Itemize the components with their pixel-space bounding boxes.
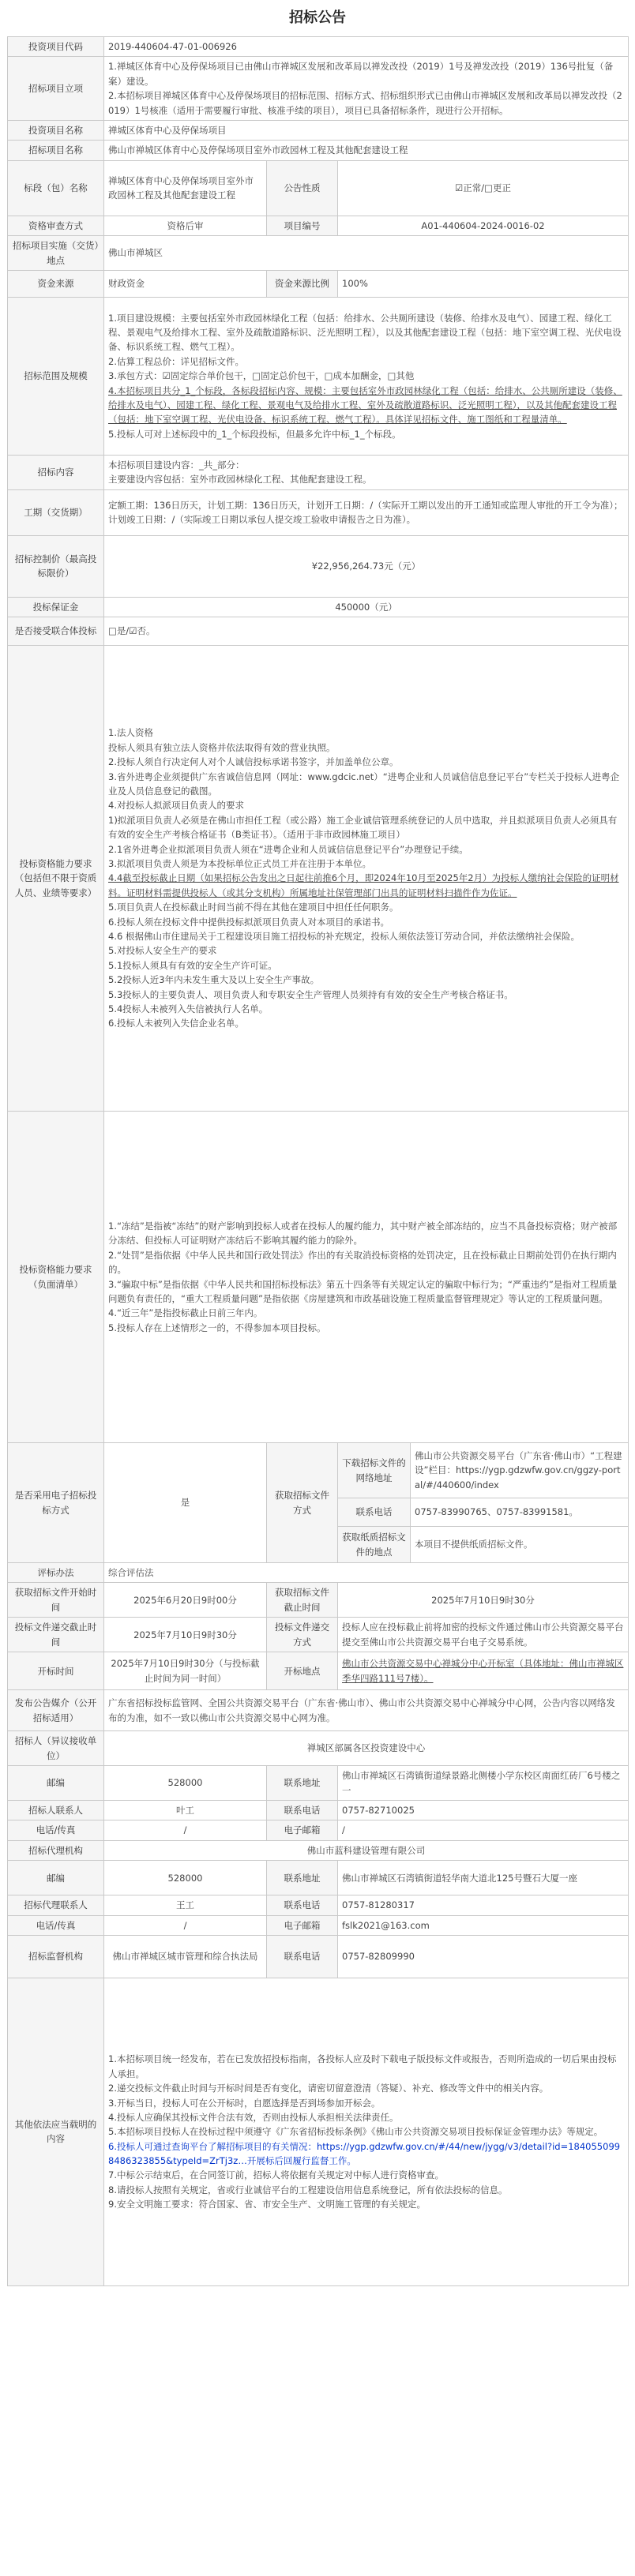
- qualification-label: 投标资格能力要求（包括但不限于资质人员、业绩等要求）: [8, 646, 104, 1112]
- scope-value: [104, 297, 629, 455]
- qualification-line: 5.3投标人的主要负责人、项目负责人和专职安全生产管理人员须持有有效的安全生产考核合格证书。: [108, 988, 513, 1000]
- doc-phone-label: 联系电话: [338, 1498, 411, 1527]
- notice-nature-label: 公告性质: [267, 160, 338, 216]
- scope-line: 4.本招标项目共分_1_个标段，各标段招标内容、规模：主要包括室外市政园林绿化工程（包括：给排水、公共厕所建设（装修、给排水及电气）、园建工程、绿化工程、景观电气及给排水工程、室外及疏散道路标识、泛光照明工程），以及其他配套建设工程（包括：地下室空调工程、光伏电设备、标识系统工程、燃气工程）。具体详见招标文件、施工图纸和工程量清单。: [108, 384, 622, 426]
- qualification-line: 1)拟派项目负责人必须是在佛山市担任工程（或公路）施工企业诚信管理系统登记的人员中选取，并且拟派项目负责人必须具有有效的安全生产考核合格证书（B类证书）。（适用于非市政园林施工项目）: [108, 814, 618, 841]
- qualification-line: 5.项目负责人在投标截止时间当前不得在其他在建项目中担任任何职务。: [108, 902, 399, 913]
- project-number-value: A01-440604-2024-0016-02: [338, 216, 629, 235]
- scope-line: 1.项目建设规模：主要包括室外市政园林绿化工程（包括：给排水、公共厕所建设（装修、给排水及电气）、园建工程、绿化工程、景观电气及给排水工程、室外及疏散道路标识、泛光照明工程），以及其他配套建设工程（包括：地下室空调工程、光伏电设备、标识系统工程、燃气工程）。: [108, 312, 622, 353]
- deposit-value: 450000（元）: [104, 597, 629, 617]
- supervise-value: 佛山市禅城区城市管理和综合执法局: [104, 1935, 267, 1978]
- doc-start-value: 2025年6月20日9时00分: [104, 1583, 267, 1618]
- tender-basis-line: 1.禅城区体育中心及停保场项目已由佛山市禅城区发展和改革局以禅发改投（2019）1号及禅发改投（2019）136号批复（备案）建设。: [108, 61, 614, 87]
- tender-name-value: 佛山市禅城区体育中心及停保场项目室外市政园林工程及其他配套建设工程: [104, 141, 629, 160]
- content-label: 招标内容: [8, 455, 104, 489]
- capital-value: 财政资金: [104, 270, 267, 297]
- qualification-line: 4.对投标人拟派项目负责人的要求: [108, 800, 244, 812]
- scope-line: 3.承包方式：☑固定综合单价包干，□固定总价包干，□成本加酬金，□其他: [108, 370, 415, 382]
- doc-end-value: 2025年7月10日9时30分: [338, 1583, 629, 1618]
- other-line: 5.本招标项目投标人在投标过程中须遵守《广东省招标投标条例》《佛山市公共资源交易项目投标保证金管理办法》等规定。: [108, 2126, 603, 2138]
- doc-paper-value: 本项目不提供纸质招标文件。: [411, 1527, 629, 1563]
- capital-label: 资金来源: [8, 270, 104, 297]
- bid-end-label: 投标文件递交截止时间: [8, 1618, 104, 1652]
- owner-addr-label: 联系地址: [267, 1766, 338, 1801]
- qualification-line: 5.对投标人安全生产的要求: [108, 945, 217, 957]
- qualification-line: 2.投标人须自行决定何人对个人诚信投标承诺书签字，并加盖单位公章。: [108, 756, 399, 768]
- project-code-label: 投资项目代码: [8, 37, 104, 57]
- qualification-line: 6.投标人未被列入失信企业名单。: [108, 1018, 244, 1029]
- agent-person-label: 招标代理联系人: [8, 1895, 104, 1915]
- scope-label: 招标范围及规模: [8, 297, 104, 455]
- qualification-line: 1.法人资格: [108, 727, 153, 739]
- owner-addr-value: 佛山市禅城区石湾镇街道绿景路北侧楼小学东校区南面红砖厂6号楼之一: [338, 1766, 629, 1801]
- agent-fax-value: /: [104, 1915, 267, 1935]
- open-place-value: 佛山市公共资源交易中心禅城分中心开标室（具体地址：佛山市禅城区季华四路111号7楼）。: [338, 1652, 629, 1690]
- max-price-label: 招标控制价（最高投标限价）: [8, 535, 104, 597]
- review-method-label: 资格审查方式: [8, 216, 104, 235]
- owner-fax-value: /: [104, 1820, 267, 1840]
- investor-label: 投资项目名称: [8, 120, 104, 140]
- other-line: 4.投标人应确保其投标文件合法有效，否则由投标人承担相关法律责任。: [108, 2111, 399, 2123]
- max-price-value: ¥22,956,264.73元（元）: [104, 535, 629, 597]
- joint-bid-value: □是/☑否。: [104, 617, 629, 646]
- project-code-value: 2019-440604-47-01-006926: [104, 37, 629, 57]
- publish-value: 广东省招标投标监管网、全国公共资源交易平台（广东省·佛山市）、佛山市公共资源交易中心禅城分中心网，公告内容以网络发布的为准，如不一致以佛山市公共资源交易中心网为准。: [104, 1690, 629, 1731]
- doc-url-label: 下载招标文件的网络地址: [338, 1443, 411, 1498]
- scope-line: 5.投标人可对上述标段中的_1_个标段投标，但最多允许中标_1_个标段。: [108, 428, 401, 440]
- other-label: 其他依法应当载明的内容: [8, 1978, 104, 2285]
- bid-submit-value: 投标人应在投标截止前将加密的投标文件通过佛山市公共资源交易平台提交至佛山市公共资源交易平台电子交易系统。: [338, 1618, 629, 1652]
- rejection-line: 3.“骗取中标”是指依据《中华人民共和国招标投标法》第五十四条等有关规定认定的骗取中标行为；“严重违约”是指对工程质量问题负有责任的，“重大工程质量问题”是指依据《房屋建筑和市政基础设施工程质量监督管理规定》等认定的工程质量问题。: [108, 1278, 618, 1304]
- agent-value: 佛山市蓝科建设管理有限公司: [104, 1840, 629, 1860]
- other-line[interactable]: 6.投标人可通过查询平台了解招标项目的有关情况：https://ygp.gdzwfw.gov.cn/#/44/new/jygg/v3/detail?id=1840550998486323855&typeId=ZrTj3z…开展标后回履行监督工作。: [108, 2140, 621, 2167]
- qualification-line: 2.1省外进粤企业拟派项目负责人须在“进粤企业和人员诚信信息登记平台”办理登记手续。: [108, 843, 468, 855]
- section-value: 禅城区体育中心及停保场项目室外市政园林工程及其他配套建设工程: [104, 160, 267, 216]
- owner-fax-label: 电话/传真: [8, 1820, 104, 1840]
- eval-label: 评标办法: [8, 1563, 104, 1583]
- bid-end-value: 2025年7月10日9时30分: [104, 1618, 267, 1652]
- open-time-label: 开标时间: [8, 1652, 104, 1690]
- rejection-value: [104, 1112, 629, 1443]
- tender-basis-line: 2.本招标项目禅城区体育中心及停保场项目的招标范围、招标方式、招标组织形式已由佛山市禅城区发展和改革局以禅发改投（2019）1号核准（适用于需要履行审批、核准手续的项目），项目已具备招标条件，现进行公开招标。: [108, 90, 622, 116]
- content-line: 主要建设内容包括：室外市政园林绿化工程、其他配套建设工程。: [108, 474, 372, 486]
- tender-basis-label: 招标项目立项: [8, 57, 104, 121]
- supervise-tel-label: 联系电话: [267, 1935, 338, 1978]
- doc-end-label: 获取招标文件截止时间: [267, 1583, 338, 1618]
- scope-line: 2.估算工程总价：详见招标文件。: [108, 355, 244, 367]
- owner-value: 禅城区部属各区投资建设中心: [104, 1731, 629, 1766]
- supervise-label: 招标监督机构: [8, 1935, 104, 1978]
- tender-name-label: 招标项目名称: [8, 141, 104, 160]
- project-number-label: 项目编号: [267, 216, 338, 235]
- capital-ratio-value: 100%: [338, 270, 629, 297]
- qualification-line: 4.4截至投标截止日期（如果招标公告发出之日起往前推6个月，即2024年10月至2025年2月）为投标人缴纳社会保险的证明材料。证明材料需提供投标人（或其分支机构）所属地址社保管理部门出具的证明材料扫描件作为佐证。: [108, 872, 619, 898]
- review-method-value: 资格后审: [104, 216, 267, 235]
- qualification-line: 5.1投标人须具有有效的安全生产许可证。: [108, 959, 277, 971]
- doc-method-label: 获取招标文件方式: [267, 1443, 338, 1563]
- qualification-line: 3.省外进粤企业须提供广东省诚信信息网（网址：www.gdcic.net）“进粤企业和人员诚信信息登记平台”专栏关于投标人进粤企业及人员信息登记的截图。: [108, 771, 620, 797]
- tender-basis-value: [104, 57, 629, 121]
- agent-label: 招标代理机构: [8, 1840, 104, 1860]
- open-time-value: 2025年7月10日9时30分（与投标截止时间为同一时间）: [104, 1652, 267, 1690]
- electronic-label: 是否采用电子招标投标方式: [8, 1443, 104, 1563]
- investor-value: 禅城区体育中心及停保场项目: [104, 120, 629, 140]
- other-line: 8.请投标人按照有关规定，省或行业诚信平台的工程建设信用信息系统登记，所有依法投标的信息。: [108, 2184, 508, 2195]
- publish-label: 发布公告媒介（公开招标适用）: [8, 1690, 104, 1731]
- rejection-label: 投标资格能力要求（负面清单）: [8, 1112, 104, 1443]
- qualification-line: 6.投标人须在投标文件中提供投标拟派项目负责人对本项目的承诺书。: [108, 916, 389, 928]
- owner-label: 招标人（异议接收单位）: [8, 1731, 104, 1766]
- bid-submit-label: 投标文件递交方式: [267, 1618, 338, 1652]
- rejection-line: 4.“近三年”是指投标截止日前三年内。: [108, 1307, 263, 1319]
- doc-start-label: 获取招标文件开始时间: [8, 1583, 104, 1618]
- section-label: 标段（包）名称: [8, 160, 104, 216]
- electronic-value: 是: [104, 1443, 267, 1563]
- other-line: 2.递交投标文件截止时间与开标时间是否有变化，请密切留意澄清（答疑）、补充、修改等文件中的相关内容。: [108, 2083, 549, 2094]
- agent-fax-label: 电话/传真: [8, 1915, 104, 1935]
- owner-email-label: 电子邮箱: [267, 1820, 338, 1840]
- qualification-line: 投标人须具有独立法人资格并依法取得有效的营业执照。: [108, 741, 336, 753]
- other-line: 1.本招标项目统一经发布，若在已发放招投标指南，各投标人应及时下载电子版投标文件或报告，否则所造成的一切后果由投标人承担。: [108, 2053, 617, 2079]
- owner-person-label: 招标人联系人: [8, 1801, 104, 1820]
- content-value: [104, 455, 629, 489]
- notice-table: [7, 36, 629, 2286]
- agent-addr-value: 佛山市禅城区石湾镇街道轻华南大道北125号暨石大厦一座: [338, 1861, 629, 1895]
- eval-value: 综合评估法: [104, 1563, 629, 1583]
- owner-post-label: 邮编: [8, 1766, 104, 1801]
- agent-email-label: 电子邮箱: [267, 1915, 338, 1935]
- owner-tel-label: 联系电话: [267, 1801, 338, 1820]
- other-line: 3.开标当日，投标人可在公开标时，自愿选择是否到场参加开标会。: [108, 2097, 381, 2109]
- other-line: 7.中标公示结束后，在合同签订前，招标人将依据有关规定对中标人进行资格审查。: [108, 2169, 444, 2181]
- content-line: 本招标项目建设内容：_共_部分：: [108, 459, 245, 471]
- owner-email-value: /: [338, 1820, 629, 1840]
- agent-tel-value: 0757-81280317: [338, 1895, 629, 1915]
- agent-email-value[interactable]: fslk2021@163.com: [338, 1915, 629, 1935]
- agent-person-value: 王工: [104, 1895, 267, 1915]
- qualification-line: 5.2投标人近3年内未发生重大及以上安全生产事故。: [108, 974, 320, 986]
- qualification-line: 5.4投标人未被列入失信被执行人名单。: [108, 1003, 269, 1014]
- capital-ratio-label: 资金来源比例: [267, 270, 338, 297]
- period-label: 工期（交货期）: [8, 489, 104, 535]
- page-title: 招标公告: [289, 9, 346, 26]
- location-label: 招标项目实施（交货）地点: [8, 236, 104, 271]
- notice-nature-value: ☑正常/□更正: [338, 160, 629, 216]
- joint-bid-label: 是否接受联合体投标: [8, 617, 104, 646]
- supervise-tel-value: 0757-82809990: [338, 1935, 629, 1978]
- period-value: 定额工期：136日历天，计划工期：136日历天，计划开工日期：/（实际开工期以发出的开工通知或监理人审批的开工令为准）；计划竣工日期：/（实际竣工日期以承包人提交竣工验收申请报告之日为准）。: [104, 489, 629, 535]
- owner-tel-value: 0757-82710025: [338, 1801, 629, 1820]
- open-place-label: 开标地点: [267, 1652, 338, 1690]
- agent-tel-label: 联系电话: [267, 1895, 338, 1915]
- qualification-value: [104, 646, 629, 1112]
- doc-url-link[interactable]: 佛山市公共资源交易平台（广东省·佛山市）“工程建设”栏目：https://ygp.gdzwfw.gov.cn/ggzy-portal/#/440600/index: [411, 1443, 629, 1498]
- agent-post-value: 528000: [104, 1861, 267, 1895]
- qualification-line: 4.6 根据佛山市住建局关于工程建设项目施工招投标的补充规定，投标人须依法签订劳动合同，并依法缴纳社会保险。: [108, 930, 580, 942]
- rejection-line: 2.“处罚”是指依据《中华人民共和国行政处罚法》作出的有关取消投标资格的处罚决定，且在投标截止日期前处罚仍在执行期内的。: [108, 1249, 617, 1276]
- doc-paper-label: 获取纸质招标文件的地点: [338, 1527, 411, 1563]
- agent-addr-label: 联系地址: [267, 1861, 338, 1895]
- owner-person-value: 叶工: [104, 1801, 267, 1820]
- other-line: 9.安全文明施工要求：符合国家、省、市安全生产、文明施工管理的有关规定。: [108, 2199, 426, 2210]
- doc-phone-value: 0757-83990765、0757-83991581。: [411, 1498, 629, 1527]
- owner-post-value: 528000: [104, 1766, 267, 1801]
- agent-post-label: 邮编: [8, 1861, 104, 1895]
- qualification-line: 3.拟派项目负责人须是为本投标单位正式员工并在注册于本单位。: [108, 857, 371, 869]
- deposit-label: 投标保证金: [8, 597, 104, 617]
- rejection-line: 1.“冻结”是指被“冻结”的财产影响到投标人或者在投标人的履约能力，其中财产被全部冻结的，应当不具备投标资格；财产被部分冻结、但投标人可证明财产冻结后不影响其履约能力的除外。: [108, 1221, 618, 1247]
- rejection-line: 5.投标人存在上述情形之一的，不得参加本项目投标。: [108, 1322, 326, 1333]
- other-value: [104, 1978, 629, 2285]
- location-value: 佛山市禅城区: [104, 236, 629, 271]
